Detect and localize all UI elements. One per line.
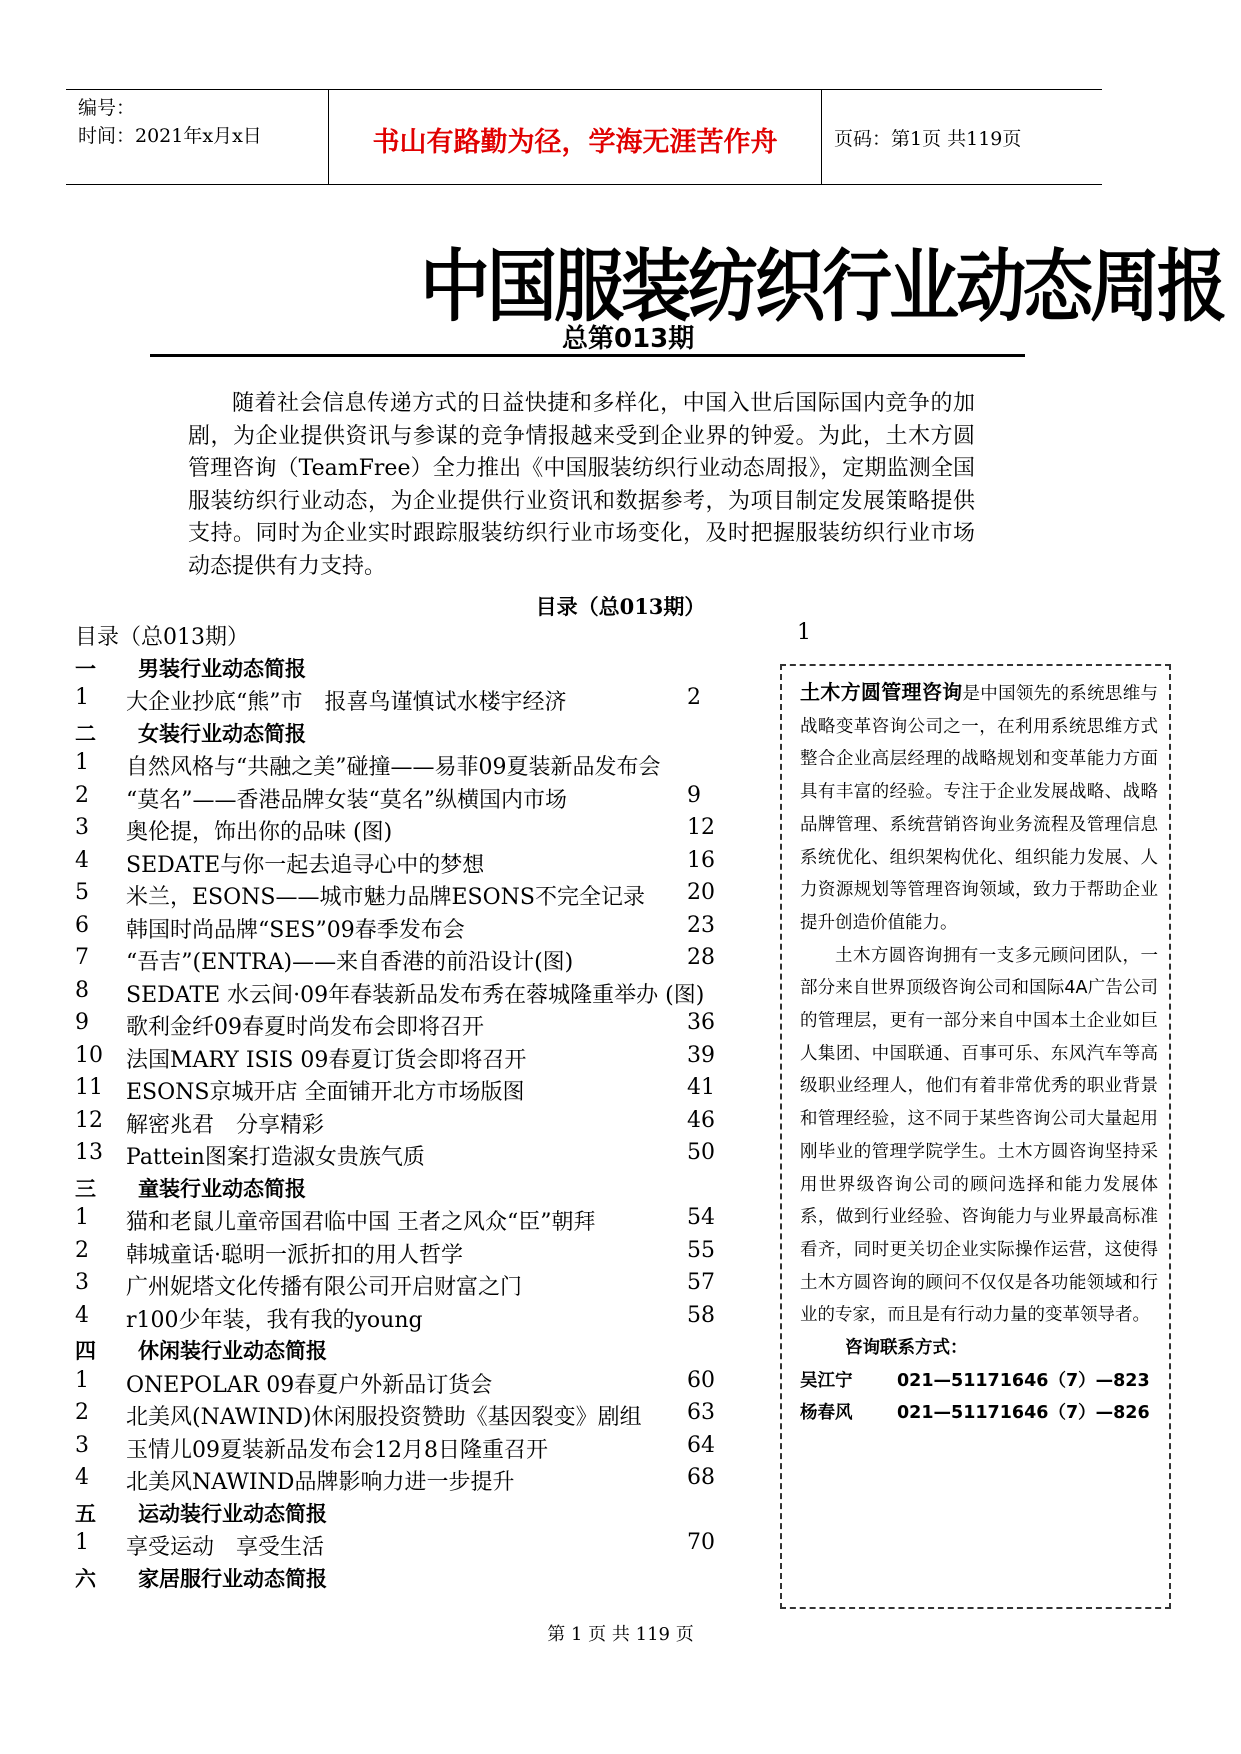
toc-number: 1 bbox=[75, 1530, 89, 1555]
toc-page: 39 bbox=[687, 1042, 715, 1068]
contact-row bbox=[800, 1365, 1158, 1398]
toc-text: 法国MARY ISIS 09春夏订货会即将召开 bbox=[126, 1047, 527, 1073]
company-team-text: 土木方圆咨询拥有一支多元顾问团队，一部分来自世界顶级咨询公司和国际4A广告公司的管理层，更有一部分来自中国本土企业如巨人集团、中国联通、百事可乐、东风汽车等高级职业经理人，他们有着非常优秀的职业背景和管理经验，这不同于某些咨询公司大量起用刚毕业的管理学院学生。土木方圆咨询坚持采用世界级咨询公司的顾问选择和能力发展体系，做到行业经验、咨询能力与业界最高标准看齐，同时更关切企业实际操作运营，这使得土木方圆咨询的顾问不仅仅是各功能领域和行业的专家，而且是有行动力量的变革领导者。 bbox=[800, 945, 1158, 1326]
number-label: 编号： bbox=[78, 97, 136, 119]
toc-text: Pattein图案打造淑女贵族气质 bbox=[126, 1145, 425, 1170]
toc-text: 运动装行业动态简报 bbox=[138, 1501, 327, 1526]
toc-text: “吾吉”(ENTRA)——来自香港的前沿设计(图) bbox=[126, 950, 574, 975]
toc-text: SEDATE 水云间·09年春装新品发布秀在蓉城隆重举办 (图) bbox=[126, 982, 705, 1008]
toc-text: 歌利金纤09春夏时尚发布会即将召开 bbox=[126, 1015, 484, 1040]
toc-number: 8 bbox=[75, 977, 89, 1003]
toc-number: 2 bbox=[75, 1237, 89, 1263]
contact-phone: 021—51171646（7）—823 bbox=[897, 1370, 1150, 1391]
toc-text: 猫和老鼠儿童帝国君临中国 王者之风众“臣”朝拜 bbox=[126, 1210, 596, 1235]
toc-text: ONEPOLAR 09春夏户外新品订货会 bbox=[126, 1372, 493, 1398]
toc-number: 1 bbox=[75, 1367, 89, 1393]
toc-page: 50 bbox=[687, 1140, 715, 1165]
page-footer: 第 1 页 共 119 页 bbox=[547, 1624, 694, 1645]
toc-page: 9 bbox=[687, 782, 701, 808]
toc-number: 二 bbox=[75, 721, 96, 746]
toc-number: 4 bbox=[75, 1465, 89, 1490]
contact-heading: 咨询联系方式： bbox=[845, 1338, 968, 1359]
intro-paragraph: 随着社会信息传递方式的日益快捷和多样化，中国入世后国际国内竞争的加剧，为企业提供资讯与参谋的竞争情报越来受到企业界的钟爱。为此，土木方圆管理咨询（TeamFree）全力推出《中国服装纺织行业动态周报》，定期监测全国服装纺织行业动态，为企业提供行业资讯和数据参考，为项目制定发展策略提供支持。同时为企业实时跟踪服装纺织行业市场变化，及时把握服装纺织行业市场动态提供有力支持。 bbox=[188, 391, 975, 579]
toc-text: 自然风格与“共融之美”碰撞——易菲09夏装新品发布会 bbox=[126, 755, 661, 780]
toc-page: 60 bbox=[687, 1367, 715, 1393]
page-label: 页码：第1页 共119页 bbox=[834, 128, 1022, 150]
toc-text: 玉情儿09夏装新品发布会12月8日隆重召开 bbox=[126, 1437, 548, 1463]
toc-text: 北美风(NAWIND)休闲服投资赞助《基因裂变》剧组 bbox=[126, 1405, 642, 1430]
toc-number: 4 bbox=[75, 1302, 89, 1328]
toc-page: 58 bbox=[687, 1302, 715, 1328]
toc-number: 6 bbox=[75, 912, 89, 938]
toc-number: 3 bbox=[75, 1432, 89, 1458]
toc-text: 休闲装行业动态简报 bbox=[138, 1339, 327, 1363]
company-intro bbox=[800, 676, 1158, 940]
toc-page: 20 bbox=[687, 880, 715, 905]
contact-name: 杨春风 bbox=[800, 1403, 853, 1424]
toc-text: 韩国时尚品牌“SES”09春季发布会 bbox=[126, 917, 465, 943]
toc-text: 大企业抄底“熊”市 报喜鸟谨慎试水楼宇经济 bbox=[126, 690, 567, 715]
toc-number: 2 bbox=[75, 782, 89, 808]
header-motto-cell bbox=[328, 90, 822, 184]
toc-page: 70 bbox=[687, 1530, 715, 1555]
toc-text: ESONS京城开店 全面铺开北方市场版图 bbox=[126, 1080, 525, 1105]
toc-text: 享受运动 享受生活 bbox=[126, 1535, 325, 1560]
toc-number: 三 bbox=[75, 1176, 96, 1201]
contact-name: 吴江宁 bbox=[800, 1370, 853, 1391]
company-info-box bbox=[780, 664, 1171, 1609]
title-rule bbox=[150, 354, 1025, 357]
toc-text: 解密兆君 分享精彩 bbox=[126, 1112, 325, 1138]
toc-number: 2 bbox=[75, 1400, 89, 1425]
issue-number: 总第013期 bbox=[562, 324, 695, 354]
toc-text: r100少年装，我有我的young bbox=[126, 1307, 423, 1333]
toc-text: “莫名”——香港品牌女装“莫名”纵横国内市场 bbox=[126, 787, 567, 813]
toc-text: 家居服行业动态简报 bbox=[138, 1566, 327, 1591]
toc-page: 1 bbox=[797, 620, 811, 645]
toc-text: 广州妮塔文化传播有限公司开启财富之门 bbox=[126, 1275, 523, 1300]
toc-page: 46 bbox=[687, 1107, 715, 1133]
toc-number: 3 bbox=[75, 815, 89, 840]
toc-number: 六 bbox=[75, 1566, 96, 1591]
toc-page: 64 bbox=[687, 1432, 715, 1458]
toc-page: 36 bbox=[687, 1010, 715, 1035]
time-label: 时间：2021年x月x日 bbox=[78, 125, 262, 147]
contact-row bbox=[800, 1397, 1158, 1430]
header-table bbox=[66, 89, 1102, 185]
motto: 书山有路勤为径，学海无涯苦作舟 bbox=[372, 127, 778, 158]
toc-page: 41 bbox=[687, 1075, 715, 1100]
toc-number: 7 bbox=[75, 945, 89, 970]
toc-text: 奥伦提，饰出你的品味 (图) bbox=[126, 820, 393, 845]
company-intro-text: 是中国领先的系统思维与战略变革咨询公司之一，在利用系统思维方式整合企业高层经理的战略规划和变革能力方面具有丰富的经验。专注于企业发展战略、战略品牌管理、系统营销咨询业务流程及管理信息系统优化、组织架构优化、组织能力发展、人力资源规划等管理咨询领域，致力于帮助企业提升创造价值能力。 bbox=[800, 684, 1159, 933]
header-meta-cell bbox=[66, 90, 328, 184]
toc-number: 1 bbox=[75, 1205, 89, 1230]
toc-text: 目录（总013期） bbox=[75, 625, 249, 650]
toc-number: 五 bbox=[75, 1501, 96, 1526]
toc-number: 1 bbox=[75, 685, 89, 710]
toc-text: SEDATE与你一起去追寻心中的梦想 bbox=[126, 852, 485, 878]
toc-page: 63 bbox=[687, 1400, 715, 1425]
toc-page: 12 bbox=[687, 815, 715, 840]
toc-page: 16 bbox=[687, 847, 715, 873]
toc-text: 米兰，ESONS——城市魅力品牌ESONS不完全记录 bbox=[126, 885, 645, 910]
header-page-cell bbox=[822, 90, 1102, 184]
toc-number: 13 bbox=[75, 1140, 103, 1165]
toc-page: 54 bbox=[687, 1205, 715, 1230]
contact-phone: 021—51171646（7）—826 bbox=[897, 1403, 1150, 1424]
toc-number: 3 bbox=[75, 1270, 89, 1295]
toc-page: 68 bbox=[687, 1465, 715, 1490]
toc-title: 目录（总013期） bbox=[535, 594, 706, 619]
toc-number: 12 bbox=[75, 1107, 103, 1133]
toc-page: 2 bbox=[687, 685, 701, 710]
company-brand: 土木方圆管理咨询 bbox=[800, 680, 963, 704]
toc-number: 4 bbox=[75, 847, 89, 873]
toc-page: 28 bbox=[687, 945, 715, 970]
toc-text: 韩城童话·聪明一派折扣的用人哲学 bbox=[126, 1242, 463, 1268]
page-title: 中国服装纺织行业动态周报 bbox=[420, 240, 1224, 333]
toc-number: 9 bbox=[75, 1010, 89, 1035]
toc-number: 四 bbox=[75, 1339, 96, 1363]
toc-number: 11 bbox=[75, 1075, 103, 1100]
toc-number: 一 bbox=[75, 656, 96, 681]
toc-text: 北美风NAWIND品牌影响力进一步提升 bbox=[126, 1470, 515, 1495]
toc-text: 女装行业动态简报 bbox=[138, 721, 306, 746]
toc-text: 童装行业动态简报 bbox=[138, 1176, 306, 1201]
toc-number: 5 bbox=[75, 880, 89, 905]
toc-page: 23 bbox=[687, 912, 715, 938]
company-info-content bbox=[800, 676, 1158, 1430]
toc-text: 男装行业动态简报 bbox=[138, 656, 306, 681]
toc-page: 57 bbox=[687, 1270, 715, 1295]
toc-page: 55 bbox=[687, 1237, 715, 1263]
toc-number: 1 bbox=[75, 750, 89, 775]
toc-number: 10 bbox=[75, 1042, 103, 1068]
